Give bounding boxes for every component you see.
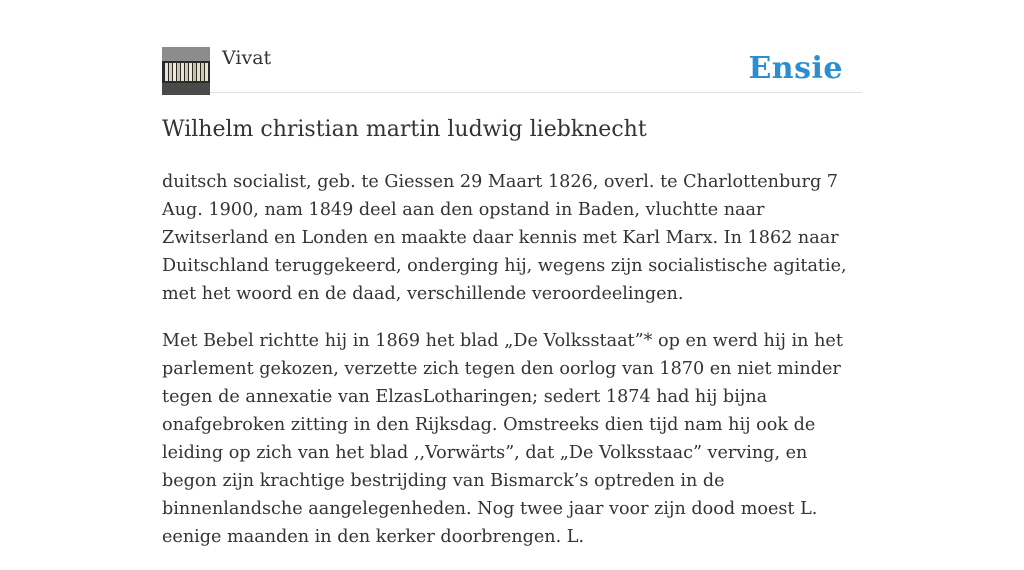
bookshelf-avatar-image: [162, 47, 210, 95]
article-body: [162, 168, 864, 570]
page-title: Wilhelm christian martin ludwig liebknecht: [162, 117, 647, 142]
article-header: [162, 46, 862, 93]
article-paragraph: Met Bebel richtte hij in 1869 het blad „De Volksstaat”* op en werd hij in het parlement gekozen, verzette zich tegen den oorlog van 1870 en niet minder tegen de annexatie van ElzasLotharingen; sedert 1874 had hij bijna onafgebroken zitting in den Rijksdag. Omstreeks dien tijd nam hij ook de leiding op zich van het blad ,,Vorwärts”, dat „De Volksstaac” verving, en begon zijn krachtige bestrijding van Bismarck’s optreden in de binnenlandsche aangelegenheden. Nog twee jaar voor zijn dood moest L. eenige maanden in den kerker doorbrengen. L.: [162, 331, 843, 547]
source-name-link[interactable]: Vivat: [222, 47, 272, 69]
article-paragraph: duitsch socialist, geb. te Giessen 29 Maart 1826, overl. te Charlottenburg 7 Aug. 1900, nam 1849 deel aan den opstand in Baden, vluchtte naar Zwitserland en Londen en maakte daar kennis met Karl Marx. In 1862 naar Duitschland teruggekeerd, onderging hij, wegens zijn socialistische agitatie, met het woord en de daad, verschillende veroordeelingen.: [162, 172, 847, 304]
ensie-logo-link[interactable]: Ensie: [748, 51, 843, 86]
bookshelf-avatar-icon[interactable]: [162, 47, 210, 95]
